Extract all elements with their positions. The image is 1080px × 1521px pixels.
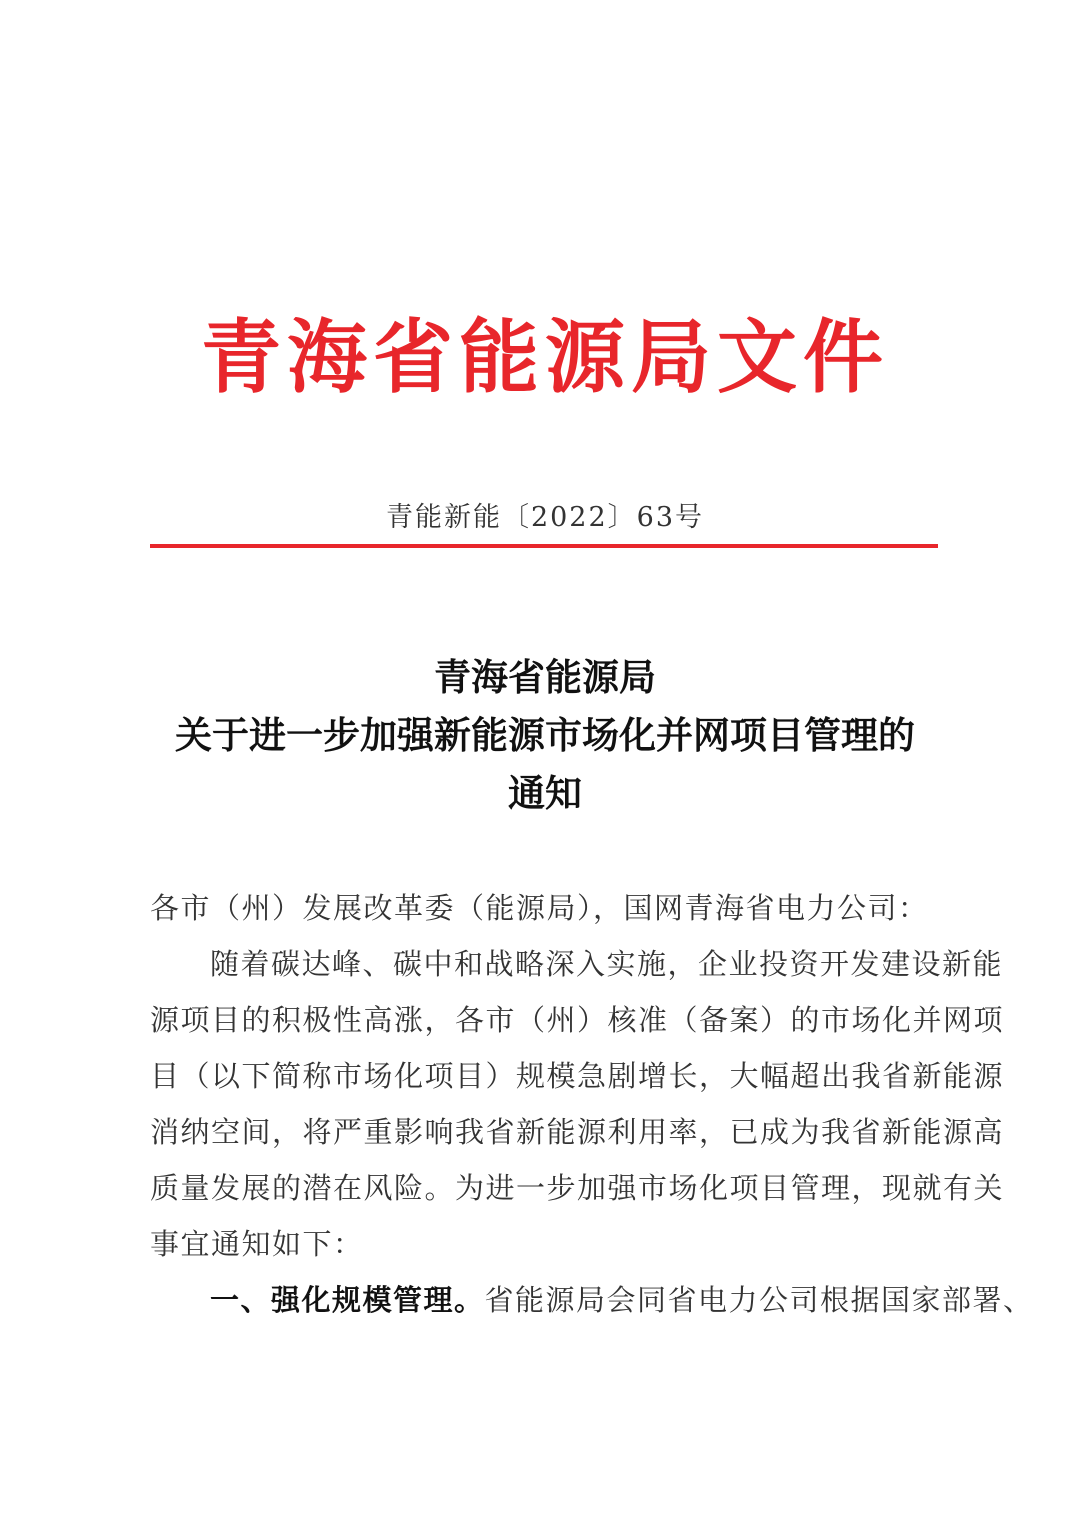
section-1-line — [150, 1272, 1034, 1328]
title-line-1: 青海省能源局 — [434, 655, 656, 699]
paragraph-line: 消纳空间，将严重影响我省新能源利用率，已成为我省新能源高 — [150, 1115, 1005, 1149]
paragraph-line: 源项目的积极性高涨，各市（州）核准（备案）的市场化并网项 — [150, 1003, 1005, 1037]
addressee-line: 各市（州）发展改革委（能源局），国网青海省电力公司： — [150, 891, 929, 925]
paragraph-line: 随着碳达峰、碳中和战略深入实施，企业投资开发建设新能 — [210, 947, 1004, 981]
title-line-2: 关于进一步加强新能源市场化并网项目管理的 — [175, 713, 915, 757]
paragraph-line: 目（以下简称市场化项目）规模急剧增长，大幅超出我省新能源 — [150, 1059, 1005, 1093]
title-line-3: 通知 — [508, 771, 582, 815]
body-text — [150, 880, 1034, 1328]
paragraph-line: 质量发展的潜在风险。为进一步加强市场化项目管理，现就有关 — [150, 1171, 1005, 1205]
masthead-title: 青海省能源局文件 — [201, 311, 889, 404]
notice-title — [140, 648, 950, 822]
section-1-text: 省能源局会同省电力公司根据国家部署、 — [484, 1283, 1034, 1317]
paragraph-line: 事宜通知如下： — [150, 1227, 364, 1261]
document-number: 青能新能〔2022〕63号 — [385, 502, 705, 533]
section-1-heading: 一、强化规模管理。 — [210, 1283, 485, 1317]
red-divider-line — [150, 544, 938, 548]
